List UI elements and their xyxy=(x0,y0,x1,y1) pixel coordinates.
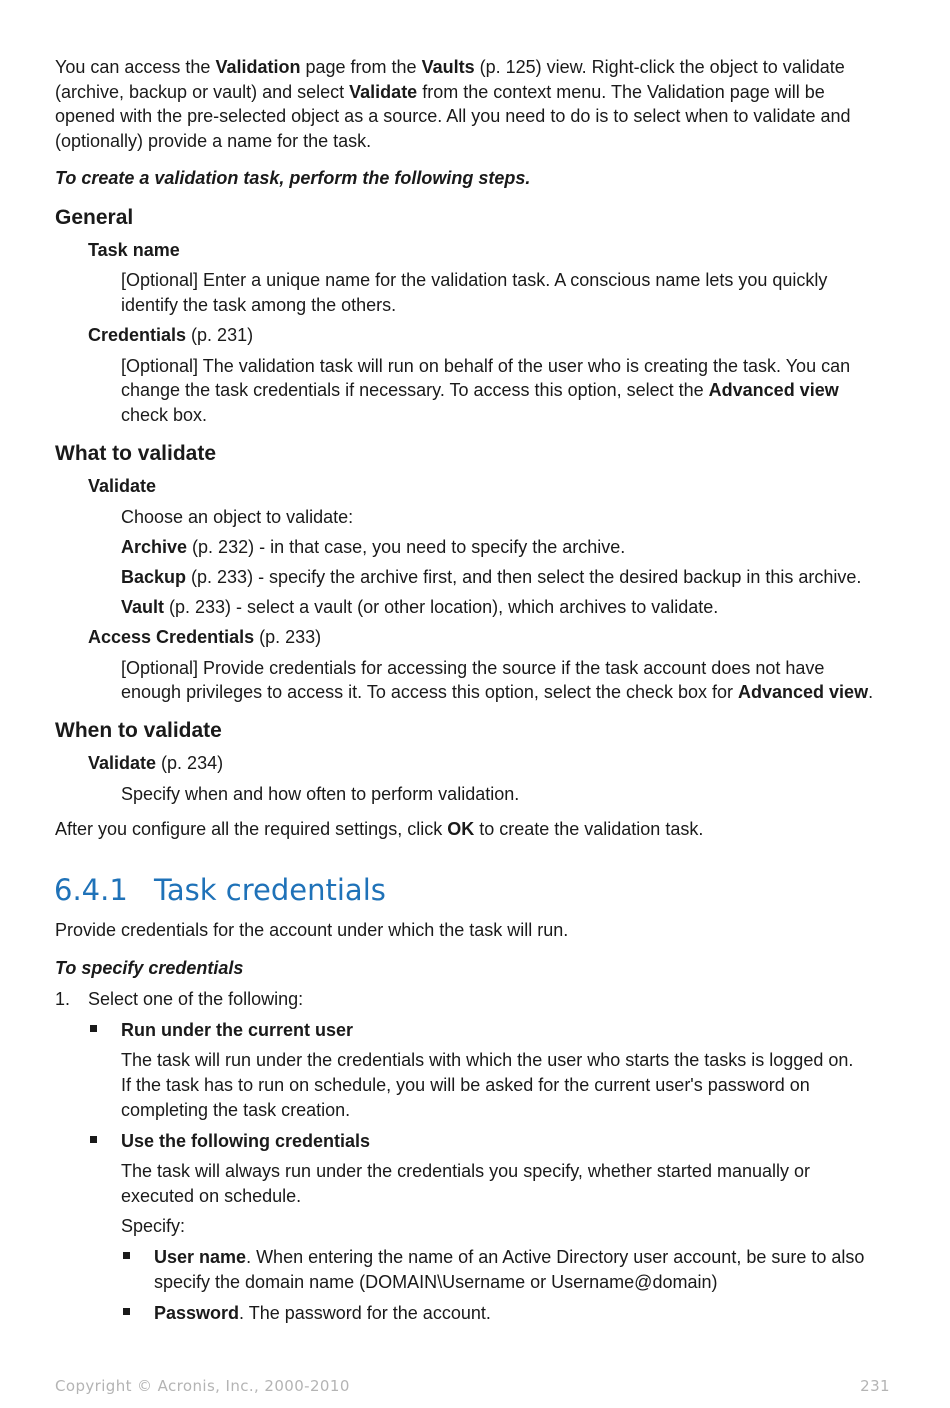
bold-text: Validate xyxy=(349,82,418,102)
bold-text: Password xyxy=(154,1303,240,1323)
option-following-desc-1: The task will always run under the credentials you specify, whether started manually or xyxy=(121,1161,810,1181)
steps-heading: To create a validation task, perform the following steps. xyxy=(55,168,531,188)
access-credentials-link[interactable]: Access Credentials xyxy=(88,627,255,647)
archive-link[interactable]: Archive xyxy=(121,537,188,557)
choose-text: Choose an object to validate: xyxy=(121,507,354,527)
specify-credentials-heading: To specify credentials xyxy=(55,958,244,978)
when-validate-line xyxy=(88,751,223,775)
section-number: 6.4.1 xyxy=(54,873,128,907)
page-ref: (p. 231) xyxy=(186,325,254,345)
bold-text: OK xyxy=(447,819,475,839)
text: After you configure all the required settings, click xyxy=(55,819,448,839)
bold-text: Advanced view xyxy=(708,380,839,400)
specify-text: Specify: xyxy=(121,1216,186,1236)
intro-line-4: (optionally) provide a name for the task. xyxy=(55,131,372,151)
option-following-desc-2: executed on schedule. xyxy=(121,1186,302,1206)
when-desc: Specify when and how often to perform validation. xyxy=(121,784,520,804)
section-title: Task credentials xyxy=(154,873,386,907)
task-name-desc-2: identify the task among the others. xyxy=(121,295,397,315)
backup-line xyxy=(121,565,861,589)
user-name-line-2: specify the domain name (DOMAIN\Username or Username@domain) xyxy=(154,1272,718,1292)
text: . When entering the name of an Active Directory user account, be sure to also xyxy=(246,1247,865,1267)
bullet-icon xyxy=(90,1025,97,1032)
text: change the task credentials if necessary. To access this option, select the xyxy=(121,380,709,400)
password-line xyxy=(154,1301,491,1325)
archive-line xyxy=(121,535,625,559)
task-name-desc-1: [Optional] Enter a unique name for the validation task. A conscious name lets you quickly xyxy=(121,270,828,290)
what-heading: What to validate xyxy=(55,442,217,465)
when-heading: When to validate xyxy=(55,719,222,742)
option-current-user-desc-1: The task will run under the credentials with which the user who starts the tasks is logged on. xyxy=(121,1050,854,1070)
text: from the context menu. The Validation page will be xyxy=(417,82,825,102)
access-credentials-line xyxy=(88,625,321,649)
access-desc-2 xyxy=(121,680,873,704)
validate-link[interactable]: Validate xyxy=(88,753,157,773)
intro-line-1 xyxy=(55,55,845,79)
step-text: Select one of the following: xyxy=(88,989,304,1009)
vault-line xyxy=(121,595,718,619)
text: You can access the xyxy=(55,57,216,77)
text: enough privileges to access it. To access this option, select the check box for xyxy=(121,682,739,702)
option-current-user-desc-3: completing the task creation. xyxy=(121,1100,351,1120)
bold-text: Vaults xyxy=(421,57,475,77)
credentials-desc-3: check box. xyxy=(121,405,208,425)
bold-text: Advanced view xyxy=(738,682,869,702)
user-name-line-1 xyxy=(154,1245,864,1269)
vault-link[interactable]: Vault xyxy=(121,597,165,617)
text: (p. 233) - select a vault (or other location), which archives to validate. xyxy=(164,597,719,617)
text: to create the validation task. xyxy=(474,819,704,839)
after-line xyxy=(55,817,703,841)
text: page from the xyxy=(300,57,422,77)
task-name-label: Task name xyxy=(88,240,180,260)
bold-text: Validation xyxy=(215,57,301,77)
credentials-label-line xyxy=(88,323,253,347)
backup-link[interactable]: Backup xyxy=(121,567,187,587)
page-ref: (p. 234) xyxy=(156,753,224,773)
footer-copyright: Copyright © Acronis, Inc., 2000-2010 xyxy=(55,1377,350,1395)
bullet-icon xyxy=(123,1308,130,1315)
option-current-user-desc-2: If the task has to run on schedule, you will be asked for the current user's password on xyxy=(121,1075,810,1095)
text: . xyxy=(868,682,874,702)
text: (archive, backup or vault) and select xyxy=(55,82,350,102)
what-validate-label: Validate xyxy=(88,476,157,496)
intro-line-2 xyxy=(55,80,825,104)
credentials-link[interactable]: Credentials xyxy=(88,325,187,345)
text: . The password for the account. xyxy=(239,1303,491,1323)
text: (p. 232) - in that case, you need to specify the archive. xyxy=(187,537,626,557)
option-following-credentials-label: Use the following credentials xyxy=(121,1131,371,1151)
section-desc: Provide credentials for the account under which the task will run. xyxy=(55,920,569,940)
intro-line-3: opened with the pre-selected object as a source. All you need to do is to select when to validate and xyxy=(55,106,851,126)
access-desc-1: [Optional] Provide credentials for accessing the source if the task account does not have xyxy=(121,658,825,678)
general-heading: General xyxy=(55,206,134,229)
bullet-icon xyxy=(90,1136,97,1143)
footer-page-number: 231 xyxy=(860,1377,890,1395)
text: (p. 233) - specify the archive first, and then select the desired backup in this archive. xyxy=(186,567,862,587)
credentials-desc-1: [Optional] The validation task will run on behalf of the user who is creating the task. You can xyxy=(121,356,851,376)
step-number: 1. xyxy=(55,989,71,1009)
credentials-desc-2 xyxy=(121,378,839,402)
text: (p. 125) view. Right-click the object to validate xyxy=(474,57,845,77)
bold-text: User name xyxy=(154,1247,247,1267)
bullet-icon xyxy=(123,1252,130,1259)
page-ref: (p. 233) xyxy=(254,627,322,647)
option-current-user-label: Run under the current user xyxy=(121,1020,354,1040)
